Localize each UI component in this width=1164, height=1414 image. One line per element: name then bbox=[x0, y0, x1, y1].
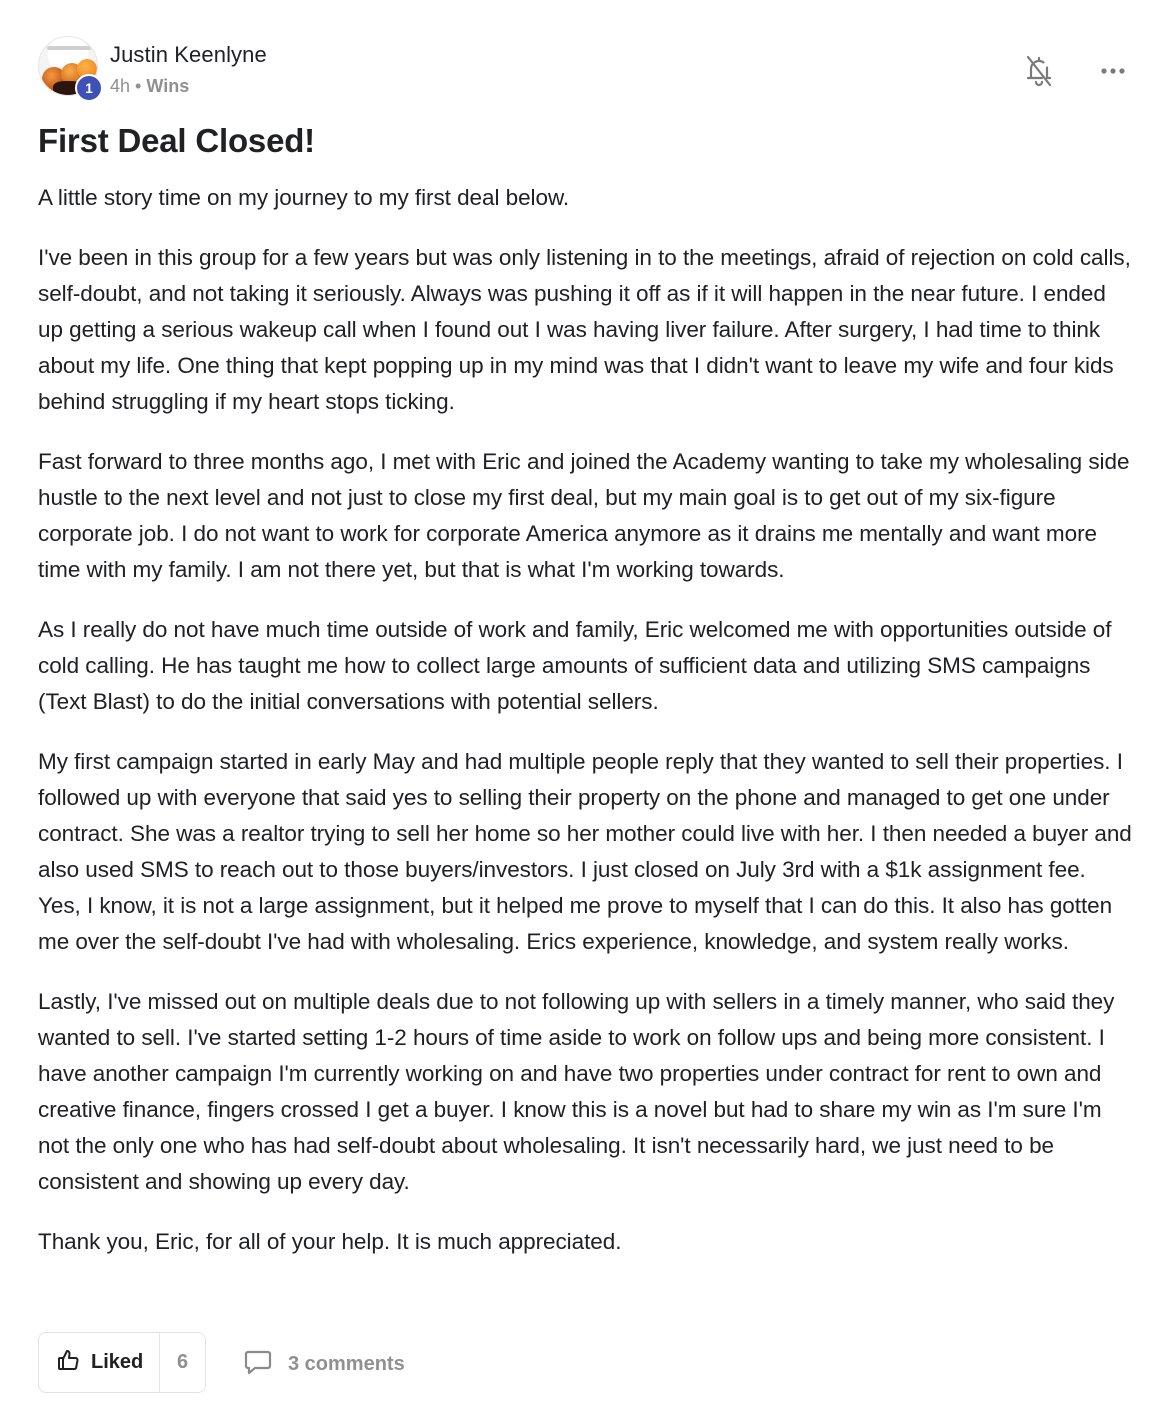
meta-separator: • bbox=[135, 76, 142, 96]
like-button[interactable] bbox=[39, 1333, 160, 1392]
body-paragraph: Thank you, Eric, for all of your help. It is much appreciated. bbox=[38, 1229, 622, 1254]
more-horizontal-icon[interactable] bbox=[1098, 56, 1128, 86]
post-header bbox=[38, 36, 1128, 106]
post-body bbox=[38, 180, 1134, 1284]
comments-button[interactable] bbox=[244, 1349, 405, 1380]
body-paragraph: A little story time on my journey to my first deal below. bbox=[38, 185, 570, 210]
author-avatar[interactable] bbox=[38, 36, 102, 100]
author-name[interactable]: Justin Keenlyne bbox=[110, 42, 267, 67]
like-label: Liked bbox=[91, 1351, 144, 1373]
post-meta bbox=[110, 76, 189, 97]
body-paragraph: Fast forward to three months ago, I met with Eric and joined the Academy wanting to take my wholesaling side hustle to the next level and not just to close my first deal, but my main goal is to get out of my six-figure corporate job. I do not want to work for corporate America anymore as it drains me mentally and want more time with my family. I am not there yet, but that is what I'm working towards. bbox=[38, 449, 1130, 582]
level-badge: 1 bbox=[75, 74, 103, 102]
bell-off-icon[interactable] bbox=[1024, 54, 1054, 88]
thumbs-up-icon bbox=[57, 1348, 81, 1377]
post-footer bbox=[38, 1332, 638, 1394]
body-paragraph: As I really do not have much time outside of work and family, Eric welcomed me with opportunities outside of cold calling. He has taught me how to collect large amounts of sufficient data and utilizing SMS campaigns (Text Blast) to do the initial conversations with potential sellers. bbox=[38, 617, 1112, 714]
comments-label: 3 comments bbox=[288, 1353, 405, 1375]
like-count[interactable]: 6 bbox=[176, 1351, 189, 1373]
body-paragraph: My first campaign started in early May and had multiple people reply that they wanted to sell their properties. I followed up with everyone that said yes to selling their property on the phone and managed to get one under contract. She was a realtor trying to sell her home so her mother could live with her. I then needed a buyer and also used SMS to reach out to those buyers/investors. I just closed on July 3rd with a $1k assignment fee. Yes, I know, it is not a large assignment, but it helped me prove to myself that I can do this. It also has gotten me over the self-doubt I've had with wholesaling. Erics experience, knowledge, and system really works. bbox=[38, 749, 1132, 954]
comment-icon bbox=[244, 1349, 272, 1380]
post-title: First Deal Closed! bbox=[38, 122, 315, 159]
post-category[interactable]: Wins bbox=[146, 76, 190, 96]
post-time: 4h bbox=[110, 76, 131, 96]
like-control bbox=[38, 1332, 206, 1393]
body-paragraph: I've been in this group for a few years but was only listening in to the meetings, afraid of rejection on cold calls, self-doubt, and not taking it seriously. Always was pushing it off as if it will happen in the near future. I ended up getting a serious wakeup call when I found out I was having liver failure. After surgery, I had time to think about my life. One thing that kept popping up in my mind was that I didn't want to leave my wife and four kids behind struggling if my heart stops ticking. bbox=[38, 245, 1131, 414]
body-paragraph: Lastly, I've missed out on multiple deals due to not following up with sellers in a timely manner, who said they wanted to sell. I've started setting 1-2 hours of time aside to work on follow ups and being more consistent. I have another campaign I'm currently working on and have two properties under contract for rent to own and creative finance, fingers crossed I get a buyer. I know this is a novel but had to share my win as I'm sure I'm not the only one who has had self-doubt about wholesaling. It isn't necessarily hard, we just need to be consistent and showing up every day. bbox=[38, 989, 1115, 1194]
